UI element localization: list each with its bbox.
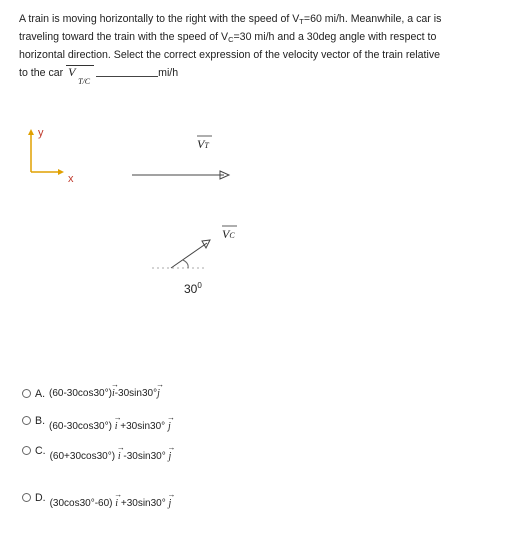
vc-arrow bbox=[152, 240, 210, 268]
radio-d[interactable] bbox=[22, 493, 31, 502]
option-d[interactable]: D. (30cos30°-60) → i +30sin30° → j bbox=[22, 492, 171, 509]
angle-label: $30^0$ bbox=[184, 281, 202, 296]
radio-c[interactable] bbox=[22, 446, 31, 455]
question-line-4: to the car V T/C mi/h bbox=[19, 65, 179, 86]
radio-b[interactable] bbox=[22, 416, 31, 425]
vc-label: VC bbox=[222, 227, 235, 241]
axis-x-label: x bbox=[68, 173, 74, 185]
vt-arrow bbox=[132, 171, 229, 179]
axis-y-label: y bbox=[38, 127, 44, 139]
question-line-1: A train is moving horizontally to the right with the speed of $V_T=60$ mi/h. Meanwhile, a car is bbox=[19, 13, 442, 26]
question-line-3: horizontal direction. Select the correct expression of the velocity vector of the train relative bbox=[19, 49, 441, 61]
option-c[interactable]: C. (60+30cos30°) → i -30sin30° → j bbox=[22, 445, 171, 462]
vtc-symbol: V T/C bbox=[66, 64, 96, 84]
axes-icon bbox=[28, 129, 64, 175]
option-b[interactable]: B. (60-30cos30°) → i +30sin30° → j bbox=[22, 415, 171, 432]
question-line-2: traveling toward the train with the speed of $V_C=30$ mi/h and a 30deg angle with respect to bbox=[19, 31, 437, 44]
option-a[interactable]: A. (60-30cos30°)→ i-30sin30°→ j bbox=[22, 388, 160, 400]
vt-label: VT bbox=[197, 137, 209, 151]
radio-a[interactable] bbox=[22, 389, 31, 398]
